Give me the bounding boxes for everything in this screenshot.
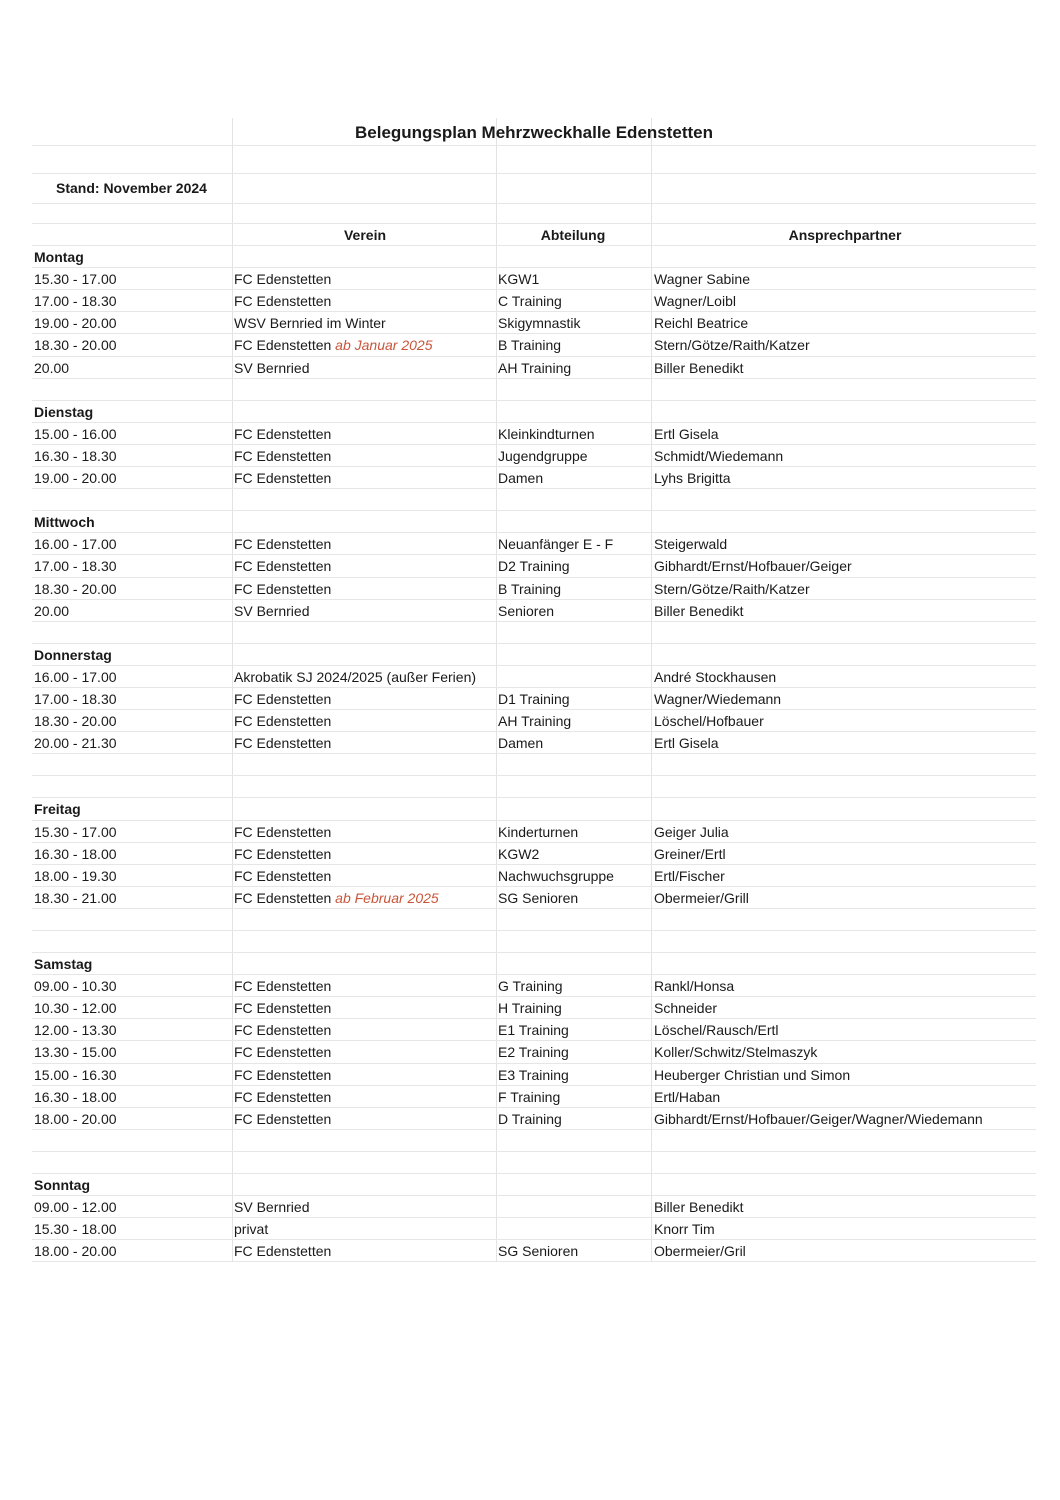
date-note: ab Januar 2025 xyxy=(335,337,433,354)
verein-text: SV Bernried xyxy=(234,602,310,619)
time-cell: 20.00 - 21.30 xyxy=(34,735,117,752)
contact-cell: Rankl/Honsa xyxy=(654,978,735,995)
contact-cell: Ertl/Fischer xyxy=(654,867,725,884)
verein-text: FC Edenstetten xyxy=(234,690,332,707)
verein-cell xyxy=(234,1065,496,1086)
time-cell: 13.30 - 15.00 xyxy=(34,1044,117,1061)
contact-cell: Ertl/Haban xyxy=(654,1088,721,1105)
time-cell: 19.00 - 20.00 xyxy=(34,470,117,487)
verein-text: FC Edenstetten xyxy=(234,1044,332,1061)
time-cell: 17.00 - 18.30 xyxy=(34,293,117,310)
table-row xyxy=(32,688,1036,710)
spacer-row xyxy=(32,622,1036,644)
day-name: Dienstag xyxy=(34,403,94,420)
abteilung-cell: E2 Training xyxy=(498,1044,569,1061)
day-name: Sonntag xyxy=(34,1177,90,1194)
verein-cell xyxy=(234,358,496,379)
stand-row xyxy=(32,174,1036,204)
time-cell: 20.00 xyxy=(34,602,70,619)
time-cell: 16.00 - 17.00 xyxy=(34,668,117,685)
time-cell: 17.00 - 18.30 xyxy=(34,558,117,575)
time-cell: 16.30 - 18.00 xyxy=(34,1088,117,1105)
verein-cell xyxy=(234,711,496,732)
schedule-sheet xyxy=(32,118,1036,1262)
table-row xyxy=(32,732,1036,754)
contact-cell: Löschel/Rausch/Ertl xyxy=(654,1022,779,1039)
verein-text: FC Edenstetten xyxy=(234,845,332,862)
contact-cell: Stern/Götze/Raith/Katzer xyxy=(654,580,810,597)
contact-cell: Biller Benedikt xyxy=(654,602,744,619)
abteilung-cell: F Training xyxy=(498,1088,561,1105)
contact-cell: Gibhardt/Ernst/Hofbauer/Geiger xyxy=(654,558,852,575)
contact-cell: André Stockhausen xyxy=(654,668,777,685)
verein-text: FC Edenstetten xyxy=(234,1022,332,1039)
table-row xyxy=(32,1240,1036,1262)
abteilung-cell: E3 Training xyxy=(498,1066,569,1083)
spacer-row xyxy=(32,1130,1036,1152)
verein-text: SV Bernried xyxy=(234,359,310,376)
verein-text: FC Edenstetten xyxy=(234,1110,332,1127)
table-row xyxy=(32,1196,1036,1218)
table-row xyxy=(32,533,1036,555)
contact-cell: Ertl Gisela xyxy=(654,425,719,442)
day-row xyxy=(32,953,1036,975)
verein-cell xyxy=(234,844,496,865)
table-row xyxy=(32,555,1036,577)
verein-cell xyxy=(234,976,496,997)
verein-text: FC Edenstetten xyxy=(234,425,332,442)
contact-cell: Wagner Sabine xyxy=(654,271,750,288)
verein-text: FC Edenstetten xyxy=(234,713,332,730)
abteilung-cell: D1 Training xyxy=(498,690,570,707)
time-cell: 16.30 - 18.00 xyxy=(34,845,117,862)
time-cell: 16.00 - 17.00 xyxy=(34,536,117,553)
verein-cell xyxy=(234,313,496,334)
table-row xyxy=(32,1086,1036,1108)
table-row xyxy=(32,268,1036,290)
verein-cell xyxy=(234,468,496,489)
abteilung-cell: SG Senioren xyxy=(498,1243,579,1260)
table-row xyxy=(32,1064,1036,1086)
table-row xyxy=(32,467,1036,489)
verein-text: FC Edenstetten xyxy=(234,1066,332,1083)
verein-text: Akrobatik SJ 2024/2025 (außer Ferien) xyxy=(234,668,477,685)
spacer-row xyxy=(32,489,1036,511)
verein-cell xyxy=(234,1020,496,1041)
time-cell: 16.30 - 18.30 xyxy=(34,447,117,464)
time-cell: 18.00 - 19.30 xyxy=(34,867,117,884)
date-note: ab Februar 2025 xyxy=(335,889,439,906)
day-name: Freitag xyxy=(34,801,81,818)
verein-text: privat xyxy=(234,1221,269,1238)
time-cell: 15.30 - 17.00 xyxy=(34,823,117,840)
abteilung-cell: SG Senioren xyxy=(498,889,579,906)
verein-cell xyxy=(234,269,496,290)
abteilung-cell: Neuanfänger E - F xyxy=(498,536,614,553)
time-cell: 18.30 - 20.00 xyxy=(34,580,117,597)
abteilung-cell: Skigymnastik xyxy=(498,315,581,332)
contact-cell: Stern/Götze/Raith/Katzer xyxy=(654,337,810,354)
verein-text: WSV Bernried im Winter xyxy=(234,315,386,332)
contact-cell: Wagner/Wiedemann xyxy=(654,690,782,707)
table-row xyxy=(32,1019,1036,1041)
table-row xyxy=(32,1218,1036,1240)
day-row xyxy=(32,401,1036,423)
verein-cell xyxy=(234,446,496,467)
header-ansprechpartner: Ansprechpartner xyxy=(788,227,902,243)
verein-cell xyxy=(234,1109,496,1130)
verein-text: FC Edenstetten xyxy=(234,867,332,884)
verein-cell xyxy=(234,1241,496,1262)
time-cell: 18.30 - 20.00 xyxy=(34,337,117,354)
abteilung-cell: AH Training xyxy=(498,713,572,730)
abteilung-cell: C Training xyxy=(498,293,562,310)
verein-text: FC Edenstetten xyxy=(234,580,332,597)
abteilung-cell: E1 Training xyxy=(498,1022,569,1039)
contact-cell: Biller Benedikt xyxy=(654,1199,744,1216)
time-cell: 09.00 - 10.30 xyxy=(34,978,117,995)
table-row xyxy=(32,843,1036,865)
verein-text: FC Edenstetten xyxy=(234,889,332,906)
spacer-row xyxy=(32,1152,1036,1174)
table-row xyxy=(32,1108,1036,1130)
verein-cell xyxy=(234,579,496,600)
time-cell: 18.00 - 20.00 xyxy=(34,1243,117,1260)
table-row xyxy=(32,578,1036,600)
contact-cell: Schneider xyxy=(654,1000,718,1017)
day-row xyxy=(32,1174,1036,1196)
contact-cell: Reichl Beatrice xyxy=(654,315,749,332)
verein-text: FC Edenstetten xyxy=(234,337,332,354)
abteilung-cell: Nachwuchsgruppe xyxy=(498,867,614,884)
day-name: Samstag xyxy=(34,956,93,973)
verein-cell xyxy=(234,1087,496,1108)
spacer-row xyxy=(32,379,1036,401)
time-cell: 18.30 - 21.00 xyxy=(34,889,117,906)
time-cell: 19.00 - 20.00 xyxy=(34,315,117,332)
time-cell: 09.00 - 12.00 xyxy=(34,1199,117,1216)
table-row xyxy=(32,290,1036,312)
verein-cell xyxy=(234,822,496,843)
verein-cell xyxy=(234,291,496,312)
verein-text: FC Edenstetten xyxy=(234,823,332,840)
contact-cell: Greiner/Ertl xyxy=(654,845,726,862)
abteilung-cell: KGW2 xyxy=(498,845,540,862)
verein-text: FC Edenstetten xyxy=(234,470,332,487)
abteilung-cell: AH Training xyxy=(498,359,572,376)
contact-cell: Wagner/Loibl xyxy=(654,293,736,310)
contact-cell: Ertl Gisela xyxy=(654,735,719,752)
abteilung-cell: B Training xyxy=(498,337,562,354)
time-cell: 15.00 - 16.00 xyxy=(34,425,117,442)
spacer-row xyxy=(32,754,1036,776)
verein-cell xyxy=(234,556,496,577)
spacer-row xyxy=(32,931,1036,953)
day-row xyxy=(32,798,1036,820)
spacer-row xyxy=(32,909,1036,931)
table-row xyxy=(32,312,1036,334)
verein-text: FC Edenstetten xyxy=(234,293,332,310)
abteilung-cell: Kinderturnen xyxy=(498,823,579,840)
verein-cell xyxy=(234,689,496,710)
table-row xyxy=(32,710,1036,732)
abteilung-cell: D Training xyxy=(498,1110,562,1127)
verein-text: FC Edenstetten xyxy=(234,536,332,553)
spacer-row xyxy=(32,146,1036,174)
contact-cell: Löschel/Hofbauer xyxy=(654,713,764,730)
contact-cell: Obermeier/Gril xyxy=(654,1243,746,1260)
table-row xyxy=(32,887,1036,909)
verein-text: FC Edenstetten xyxy=(234,1243,332,1260)
contact-cell: Koller/Schwitz/Stelmaszyk xyxy=(654,1044,818,1061)
table-row xyxy=(32,1041,1036,1063)
verein-cell xyxy=(234,733,496,754)
table-row xyxy=(32,423,1036,445)
abteilung-cell: KGW1 xyxy=(498,271,540,288)
schedule-body xyxy=(32,246,1036,1262)
contact-cell: Schmidt/Wiedemann xyxy=(654,447,784,464)
time-cell: 17.00 - 18.30 xyxy=(34,690,117,707)
verein-text: FC Edenstetten xyxy=(234,978,332,995)
time-cell: 20.00 xyxy=(34,359,70,376)
verein-cell xyxy=(234,866,496,887)
verein-cell xyxy=(234,534,496,555)
time-cell: 18.30 - 20.00 xyxy=(34,713,117,730)
abteilung-cell: Damen xyxy=(498,470,544,487)
time-cell: 15.00 - 16.30 xyxy=(34,1066,117,1083)
verein-cell xyxy=(234,667,496,688)
verein-text: SV Bernried xyxy=(234,1199,310,1216)
table-row xyxy=(32,997,1036,1019)
verein-text: FC Edenstetten xyxy=(234,271,332,288)
abteilung-cell: Jugendgruppe xyxy=(498,447,588,464)
table-row xyxy=(32,666,1036,688)
spacer-row xyxy=(32,776,1036,798)
contact-cell: Geiger Julia xyxy=(654,823,729,840)
stand-date: Stand: November 2024 xyxy=(56,180,207,196)
verein-text: FC Edenstetten xyxy=(234,1088,332,1105)
contact-cell: Obermeier/Grill xyxy=(654,889,749,906)
time-cell: 15.30 - 17.00 xyxy=(34,271,117,288)
contact-cell: Heuberger Christian und Simon xyxy=(654,1066,851,1083)
verein-cell xyxy=(234,998,496,1019)
verein-cell xyxy=(234,1219,496,1240)
verein-cell xyxy=(234,888,496,909)
contact-cell: Knorr Tim xyxy=(654,1221,715,1238)
contact-cell: Gibhardt/Ernst/Hofbauer/Geiger/Wagner/Wiedemann xyxy=(654,1110,983,1127)
verein-cell xyxy=(234,601,496,622)
abteilung-cell: Kleinkindturnen xyxy=(498,425,595,442)
title-row xyxy=(32,118,1036,146)
table-row xyxy=(32,334,1036,356)
table-row xyxy=(32,445,1036,467)
verein-text: FC Edenstetten xyxy=(234,1000,332,1017)
verein-text: FC Edenstetten xyxy=(234,558,332,575)
verein-cell xyxy=(234,1197,496,1218)
table-row xyxy=(32,865,1036,887)
abteilung-cell: Senioren xyxy=(498,602,555,619)
abteilung-cell: B Training xyxy=(498,580,562,597)
spacer-row xyxy=(32,204,1036,224)
verein-text: FC Edenstetten xyxy=(234,735,332,752)
day-name: Mittwoch xyxy=(34,514,95,531)
header-verein: Verein xyxy=(343,227,387,243)
time-cell: 15.30 - 18.00 xyxy=(34,1221,117,1238)
contact-cell: Lyhs Brigitta xyxy=(654,470,731,487)
abteilung-cell: Damen xyxy=(498,735,544,752)
time-cell: 12.00 - 13.30 xyxy=(34,1022,117,1039)
day-row xyxy=(32,246,1036,268)
time-cell: 10.30 - 12.00 xyxy=(34,1000,117,1017)
table-row xyxy=(32,975,1036,997)
header-abteilung: Abteilung xyxy=(540,227,606,243)
verein-text: FC Edenstetten xyxy=(234,447,332,464)
verein-cell xyxy=(234,335,496,356)
time-cell: 18.00 - 20.00 xyxy=(34,1110,117,1127)
day-row xyxy=(32,511,1036,533)
abteilung-cell: G Training xyxy=(498,978,563,995)
contact-cell: Steigerwald xyxy=(654,536,728,553)
page-title: Belegungsplan Mehrzweckhalle Edenstetten xyxy=(354,123,714,142)
table-row xyxy=(32,357,1036,379)
day-row xyxy=(32,644,1036,666)
day-name: Montag xyxy=(34,249,84,266)
day-name: Donnerstag xyxy=(34,646,112,663)
header-row xyxy=(32,224,1036,246)
verein-cell xyxy=(234,424,496,445)
table-row xyxy=(32,821,1036,843)
abteilung-cell: H Training xyxy=(498,1000,562,1017)
verein-cell xyxy=(234,1042,496,1063)
table-row xyxy=(32,600,1036,622)
contact-cell: Biller Benedikt xyxy=(654,359,744,376)
abteilung-cell: D2 Training xyxy=(498,558,570,575)
